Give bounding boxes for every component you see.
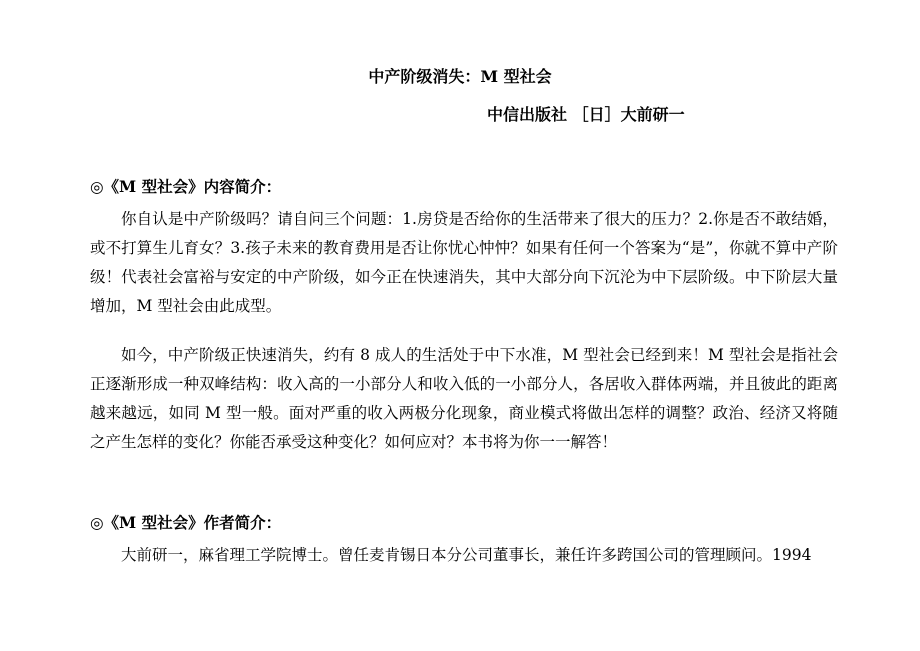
publisher-author-line: 中信出版社 ［日］大前研一: [487, 105, 685, 124]
document-title: 中产阶级消失：M 型社会: [368, 67, 552, 86]
author-intro-paragraph: 大前研一，麻省理工学院博士。曾任麦肯锡日本分公司董事长，兼任许多跨国公司的管理顾问。1994: [121, 546, 812, 564]
content-intro-paragraph-2: 如今，中产阶级正快速消失，约有 8 成人的生活处于中下水准，M 型社会已经到来！M 型社会是指社会正逐渐形成一种双峰结构：收入高的一小部分人和收入低的一小部分人，各居收入群体两端，并且彼此的距离越来越远，如同 M 型一般。面对严重的收入两极分化现象，商业模式将做出怎样的调整？政治、经济又将随之产生怎样的变化？你能否承受这种变化？如何应对？本书将为你一一解答！: [90, 346, 838, 451]
author-intro-heading: ◎《M 型社会》作者简介：: [90, 513, 282, 532]
content-intro-heading: ◎《M 型社会》内容简介：: [90, 177, 282, 196]
content-intro-paragraph-1: 你自认是中产阶级吗？请自问三个问题：1.房贷是否给你的生活带来了很大的压力？2.你是否不敢结婚，或不打算生儿育女？3.孩子未来的教育费用是否让你忧心忡忡？如果有任何一个答案为“是”，你就不算中产阶级！代表社会富裕与安定的中产阶级，如今正在快速消失，其中大部分向下沉沦为中下层阶级。中下阶层大量增加，M 型社会由此成型。: [90, 210, 838, 315]
